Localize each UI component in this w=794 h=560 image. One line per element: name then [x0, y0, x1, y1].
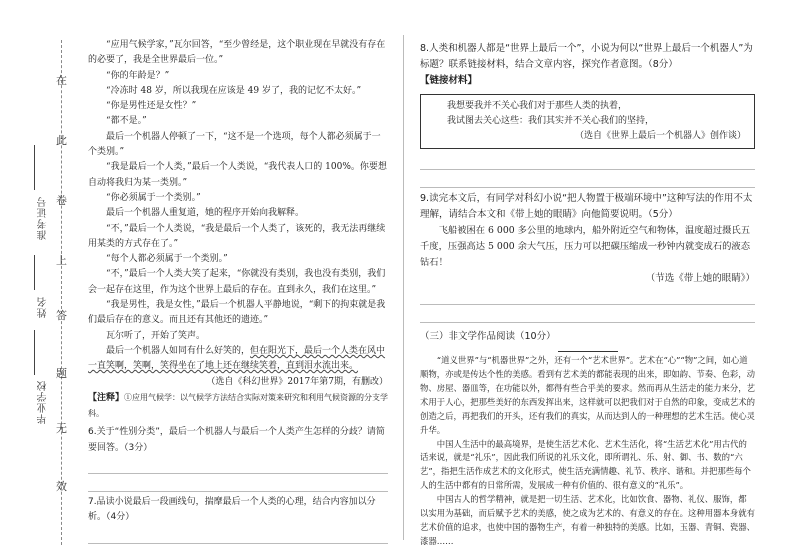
note [88, 390, 388, 423]
story-paragraph: “冷冻时 48 岁，所以我现在应该是 49 岁了，我的记忆不太好。” [106, 85, 362, 96]
binding-char: 此 [56, 134, 67, 147]
link-material-line: 我想要我并不关心我们对于那些人类的执着， [447, 100, 628, 111]
link-material-line: 我试图去关心这些：我们其实并不关心我们的坚持， [447, 115, 655, 126]
answer-line[interactable] [88, 477, 388, 492]
quoted-excerpt-source: （节选《带上她的眼睛》） [645, 273, 755, 285]
story-source: （选自《科幻世界》2017年第7期，有删改） [206, 376, 388, 387]
binding-char: 效 [56, 480, 67, 493]
essay-paragraph: 中国古人的哲学精神，就是把一切生活、艺术化，比如饮食、器物、礼仪、服饰，都以实用为基础，而后赋予艺术的美感，使之成为艺术的、有意义的存在。这种用器本身就有艺术价值的追求，也使中国的器物生产，有着一种独特的美感。比如，玉器、青铜、瓷器、漆器…… [420, 494, 755, 546]
binding-char: 卷 [56, 194, 67, 207]
story-final-paragraph [88, 344, 388, 375]
note-text: ①应用气候学：以气候学方法结合实际对策来研究和利用气候资源的分支学科。 [88, 392, 389, 419]
question-8: 8.人类和机器人都是“世界上最后一个”，小说为何以“世界上最后一个机器人”为标题？联系链接材料，结合文章内容，探究作者意图。（8分） [420, 43, 753, 71]
link-material-source: （选自《世界上最后一个机器人》创作谈） [574, 130, 746, 141]
answer-line[interactable] [88, 459, 388, 474]
binding-char: 答 [56, 309, 67, 322]
binding-char: 题 [56, 367, 67, 380]
note-label: 【注释】 [88, 392, 125, 403]
story-paragraph-lead: 最后一个机器人如同有什么好笑的， [106, 345, 251, 356]
binding-char: 上 [56, 254, 67, 267]
answer-line[interactable] [420, 155, 755, 170]
answer-line[interactable] [88, 529, 388, 544]
school-label: 毕业学校 [38, 380, 49, 424]
essay-paragraph: 中国人生活中的最高境界，是使生活艺术化、艺术生活化，将“生活艺术化”用古代的话来说，就是“礼乐”，因此我们所说的礼乐文化，即所谓礼、乐、射、御、书、数的“六艺”，指把生活作成艺术的文化形式，使生活充满情趣、礼节、秩序、谐和。并把那些每个人的生活中都有的日常所需，发展成一种有价值的、很有意义的“礼乐”。 [420, 438, 751, 491]
story-paragraph: “不，”最后一个人类说，“我是最后一个人类了，该死的，我无法再继续用某类的方式存在了。” [88, 223, 386, 249]
link-material-box [420, 94, 755, 149]
binding-char: 无 [56, 422, 67, 435]
story-paragraph: 最后一个机器人重复道，她的程序开始向我解释。 [106, 208, 305, 219]
story-paragraph: 最后一个机器人停顿了一下，“这不是一个选项，每个人都必须属于一个类别。” [88, 131, 381, 158]
story-paragraph: “应用气候学家，”瓦尔回答，“至少曾经是，这个职业现在早就没有存在的必要了，我是全世界最后一位。” [88, 40, 386, 66]
binding-char: 在 [56, 74, 67, 87]
right-column [420, 38, 755, 548]
essay-paragraph: “道义世界”与“机器世界”之外，还有一个“艺术世界”。艺术在“心”“物”之间，如心道顺物，亦或是传达个性的美感。看到有艺术美的都能表现的出来，即如韵、节奏、色彩，动物、房屋、器皿等，在功能以外，都得有些合乎美的要求。然而再从生活走的能力来分，艺术用于人心，把那些美好的东西发挥出来，这样就可以把我们对于自然的印象，变成艺术的创造之后，再把我们的开头，还有我们的真实，从而达到人的一种理想的艺术生活。使心灵升华。 [420, 355, 755, 435]
story-paragraph: “我是男性，我是女性，”最后一个机器人平静地说，“剩下的拘束就是我们最后存在的意义。而且还有其他还的遗迹。” [88, 300, 386, 326]
binding-dashed-line [61, 40, 62, 545]
left-column [88, 38, 388, 544]
question-7: 7.品读小说最后一段画线句，揣摩最后一个人类的心理，结合内容加以分析。（4分） [88, 497, 376, 523]
name-line[interactable] [34, 255, 35, 290]
id-number-line[interactable] [34, 145, 35, 190]
story-paragraph: “不，”最后一个人类大笑了起来，“你就没有类别，我也没有类别，我们会一起存在这里，作为这个世界上最后的存在。直到永久，我们在这里。” [88, 269, 386, 295]
answer-line[interactable] [420, 173, 755, 188]
section-3-heading: （三）非文学作品阅读（10分） [420, 331, 556, 343]
story-paragraph: “你必须属于一个类别。” [106, 192, 201, 203]
question-6: 6.关于“性别分类”，最后一个机器人与最后一个人类产生怎样的分歧？请简要回答。（3分） [88, 427, 385, 453]
column-divider [403, 35, 404, 540]
answer-line[interactable] [420, 290, 755, 305]
story-paragraph: “我是最后一个人类，”最后一个人类说，“我代表人口的 100%。你要想自动将我归为某一类别。” [88, 162, 387, 188]
school-line[interactable] [34, 330, 35, 375]
answer-line[interactable] [420, 308, 755, 323]
binding-margin [0, 0, 80, 560]
link-material-label: 【链接材料】 [420, 75, 478, 87]
story-paragraph: “你的年龄是？” [106, 70, 170, 81]
essay-title-line [558, 351, 618, 352]
story-paragraph: 瓦尔听了，开始了笑声。 [106, 330, 206, 341]
id-number-label: 准考证号 [38, 196, 49, 240]
story-paragraph: “你是男性还是女性？” [106, 101, 197, 112]
story-paragraph: “都不是。” [106, 116, 147, 127]
question-9: 9.读完本文后，有同学对科幻小说“把人物置于极端环境中”这种写法的作用不太理解，请结合本文和《带上她的眼睛》向他简要说明。（5分） [420, 192, 753, 220]
name-label: 姓名 [38, 296, 49, 318]
story-paragraph: “每个人都必须属于一个类别。” [106, 254, 228, 265]
underlined-sentence: 但在阳光下，最后一个人类在风中一直笑啊，笑啊，笑得坐在了地上还在继续笑着，直到泪水流出来。 [88, 345, 386, 372]
quoted-excerpt: 飞船被困在 6 000 多公里的地球内，船外附近空气和物体，温度超过摄氏五千度，压强高达 5 000 余大气压，压力可以把碳压缩成一秒钟内就变成石的液态钻石！ [420, 225, 751, 269]
